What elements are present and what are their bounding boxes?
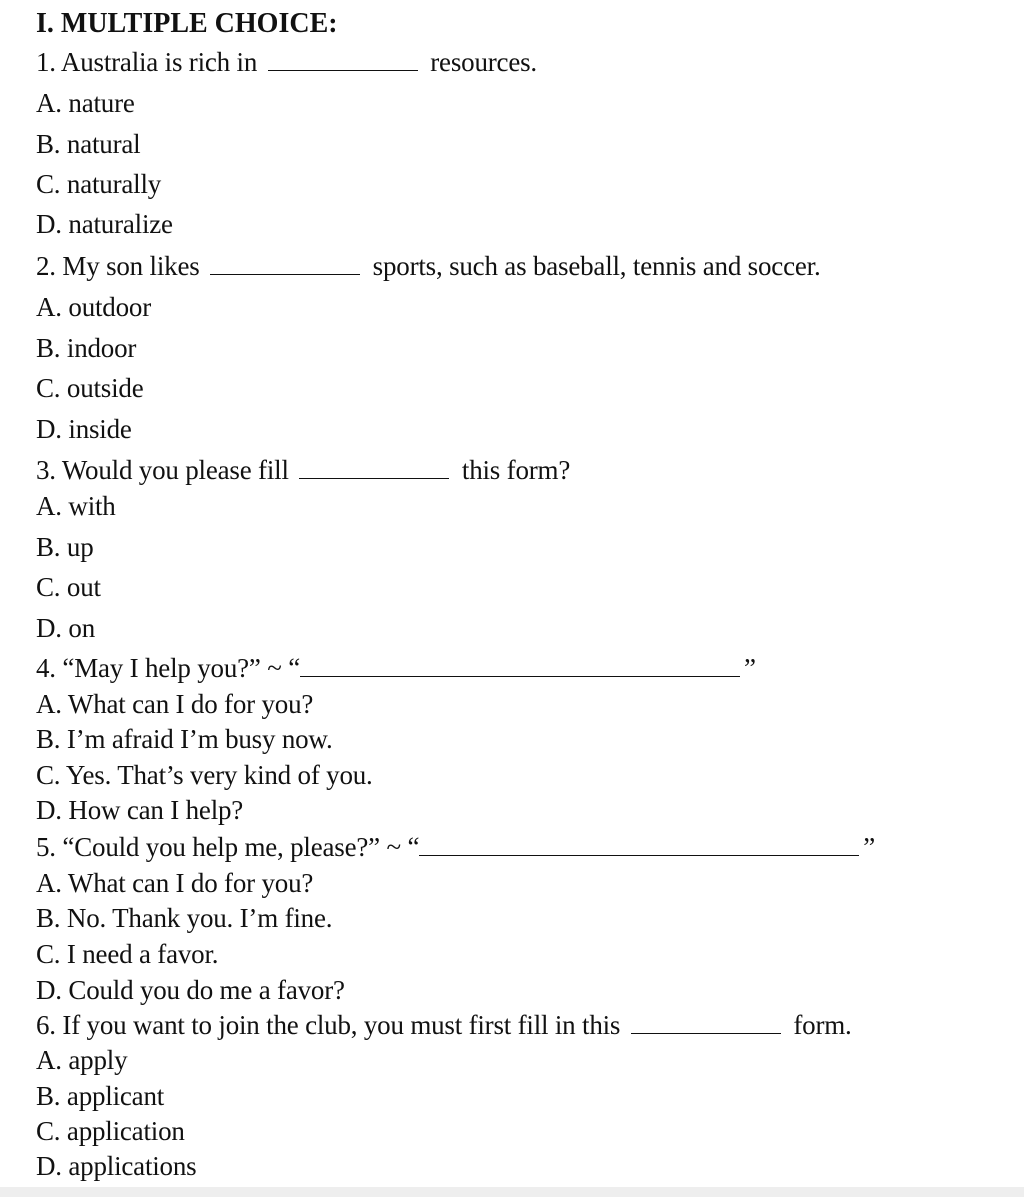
section-heading: I. MULTIPLE CHOICE:	[36, 8, 338, 39]
option-4d: D. How can I help?	[36, 795, 244, 825]
option-5b: B. No. Thank you. I’m fine.	[36, 903, 333, 933]
question-number: 4.	[36, 653, 56, 683]
question-number: 5.	[36, 832, 56, 862]
question-text-before: “Could you help me, please?” ~ “	[62, 832, 420, 862]
answer-blank	[268, 69, 418, 71]
option-3a: A. with	[36, 491, 116, 521]
option-5c: C. I need a favor.	[36, 939, 219, 969]
answer-blank	[210, 273, 360, 275]
question-text-after: ”	[863, 832, 876, 862]
option-3b: B. up	[36, 532, 94, 562]
option-1c: C. naturally	[36, 169, 162, 199]
option-5a: A. What can I do for you?	[36, 868, 314, 898]
question-6	[36, 1008, 852, 1042]
question-2	[36, 249, 821, 283]
option-6a: A. apply	[36, 1045, 128, 1075]
option-6d: D. applications	[36, 1151, 197, 1181]
option-2a: A. outdoor	[36, 292, 151, 322]
question-text-before: Australia is rich in	[60, 47, 258, 77]
question-number: 1.	[36, 47, 56, 77]
question-3	[36, 453, 570, 487]
question-text-before: If you want to join the club, you must first fill in this	[62, 1010, 621, 1040]
answer-blank	[299, 477, 449, 479]
question-number: 6.	[36, 1010, 56, 1040]
option-4c: C. Yes. That’s very kind of you.	[36, 760, 373, 790]
question-text-after: ”	[743, 653, 756, 683]
page-bottom-edge	[0, 1187, 1024, 1197]
option-6c: C. application	[36, 1116, 185, 1146]
question-text-after: sports, such as baseball, tennis and soccer.	[372, 251, 821, 281]
question-text-before: Would you please fill	[61, 455, 289, 485]
question-1	[36, 45, 537, 79]
option-6b: B. applicant	[36, 1081, 165, 1111]
option-1a: A. nature	[36, 88, 135, 118]
question-text-after: resources.	[430, 47, 537, 77]
option-5d: D. Could you do me a favor?	[36, 975, 345, 1005]
option-1b: B. natural	[36, 129, 141, 159]
option-3d: D. on	[36, 613, 95, 643]
option-3c: C. out	[36, 572, 101, 602]
option-4a: A. What can I do for you?	[36, 689, 314, 719]
question-text-before: “May I help you?” ~ “	[62, 653, 300, 683]
option-2c: C. outside	[36, 373, 144, 403]
option-2d: D. inside	[36, 414, 132, 444]
option-2b: B. indoor	[36, 333, 137, 363]
answer-blank	[631, 1032, 781, 1034]
question-number: 3.	[36, 455, 56, 485]
question-text-before: My son likes	[62, 251, 200, 281]
question-4	[36, 651, 756, 685]
answer-blank	[419, 854, 859, 856]
question-number: 2.	[36, 251, 56, 281]
option-4b: B. I’m afraid I’m busy now.	[36, 724, 333, 754]
answer-blank	[300, 675, 740, 677]
question-text-after: this form?	[461, 455, 571, 485]
question-text-after: form.	[793, 1010, 852, 1040]
question-5	[36, 830, 875, 864]
option-1d: D. naturalize	[36, 209, 173, 239]
